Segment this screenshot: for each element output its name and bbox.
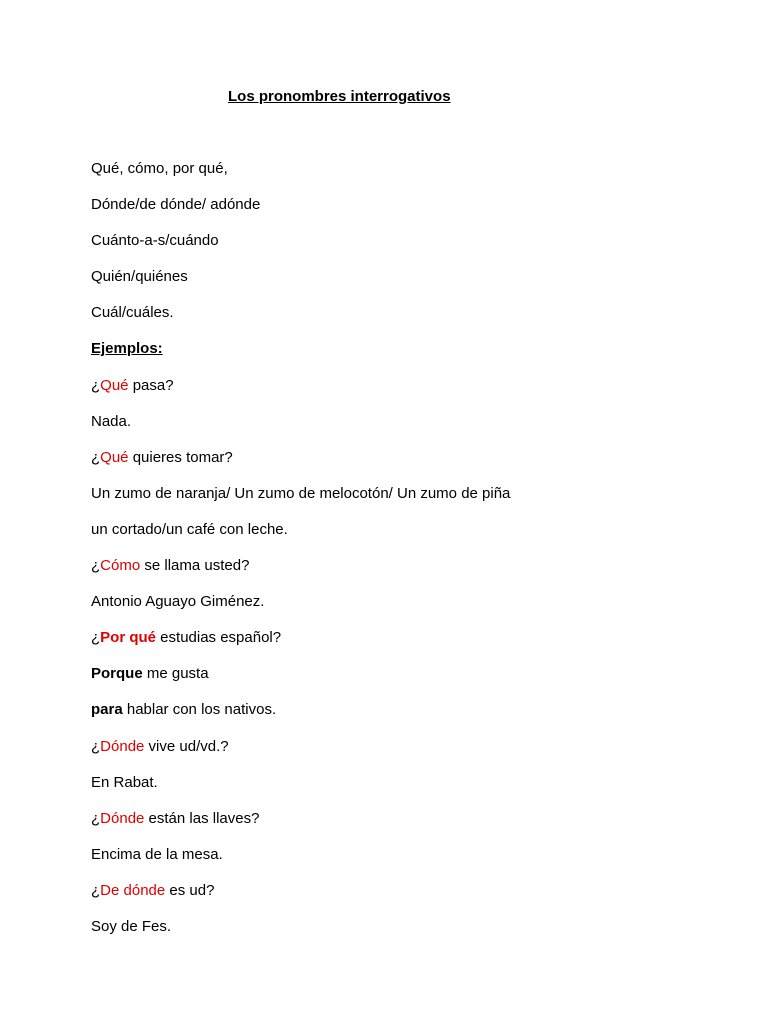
bold-text: para <box>91 701 123 719</box>
document-title: Los pronombres interrogativos <box>228 88 451 105</box>
text-line <box>91 774 510 810</box>
line-text: es ud? <box>165 881 215 899</box>
text-line <box>91 160 510 196</box>
text-line <box>91 918 510 954</box>
interrogative-word: Cómo <box>100 557 141 575</box>
line-text: se llama usted? <box>140 557 250 575</box>
text-line <box>91 449 510 485</box>
line-text: ¿ <box>91 557 101 575</box>
text-line <box>91 413 510 449</box>
line-text: están las llaves? <box>144 809 260 827</box>
line-text: ¿ <box>91 737 101 755</box>
line-text: Cuánto-a-s/cuándo <box>91 232 219 250</box>
text-line <box>91 521 510 557</box>
line-text: Qué, cómo, por qué, <box>91 160 228 177</box>
line-text: Dónde/de dónde/ adónde <box>91 196 261 214</box>
line-text: vive ud/vd.? <box>144 737 229 755</box>
line-text: pasa? <box>128 376 174 394</box>
interrogative-word: Dónde <box>100 809 145 827</box>
line-text: Cuál/cuáles. <box>91 304 174 322</box>
text-line <box>91 377 510 413</box>
line-text: Antonio Aguayo Giménez. <box>91 593 265 611</box>
line-text: hablar con los nativos. <box>122 701 277 719</box>
line-text: Quién/quiénes <box>91 268 188 286</box>
text-line <box>91 196 510 232</box>
text-line <box>91 882 510 918</box>
interrogative-word: Qué <box>100 376 129 394</box>
text-line <box>91 232 510 268</box>
line-text: quieres tomar? <box>128 448 233 466</box>
line-text: me gusta <box>142 665 209 683</box>
line-text: ¿ <box>91 629 101 647</box>
interrogative-word: De dónde <box>100 881 166 899</box>
interrogative-word: Por qué <box>100 629 157 647</box>
text-line <box>91 701 510 737</box>
line-text: ¿ <box>91 881 101 899</box>
interrogative-word: Dónde <box>100 737 145 755</box>
text-line <box>91 485 510 521</box>
text-line <box>91 738 510 774</box>
line-text: ¿ <box>91 448 101 466</box>
line-text: estudias español? <box>156 629 282 647</box>
line-text: Soy de Fes. <box>91 917 172 935</box>
line-text: ¿ <box>91 376 101 394</box>
interrogative-word: Qué <box>100 448 129 466</box>
line-text: un cortado/un café con leche. <box>91 520 288 538</box>
line-text: En Rabat. <box>91 773 158 791</box>
line-text: Nada. <box>91 412 132 430</box>
text-line <box>91 665 510 701</box>
text-line <box>91 268 510 304</box>
document-lines <box>91 160 510 954</box>
text-line <box>91 846 510 882</box>
text-line <box>91 810 510 846</box>
line-text: Encima de la mesa. <box>91 845 223 863</box>
line-text: Un zumo de naranja/ Un zumo de melocotón/ Un zumo de piña <box>91 484 511 502</box>
bold-text: Ejemplos: <box>91 340 163 358</box>
text-line <box>91 593 510 629</box>
text-line <box>91 557 510 593</box>
bold-text: Porque <box>91 665 143 683</box>
text-line <box>91 629 510 665</box>
text-line <box>91 304 510 340</box>
text-line <box>91 340 510 376</box>
line-text: ¿ <box>91 809 101 827</box>
